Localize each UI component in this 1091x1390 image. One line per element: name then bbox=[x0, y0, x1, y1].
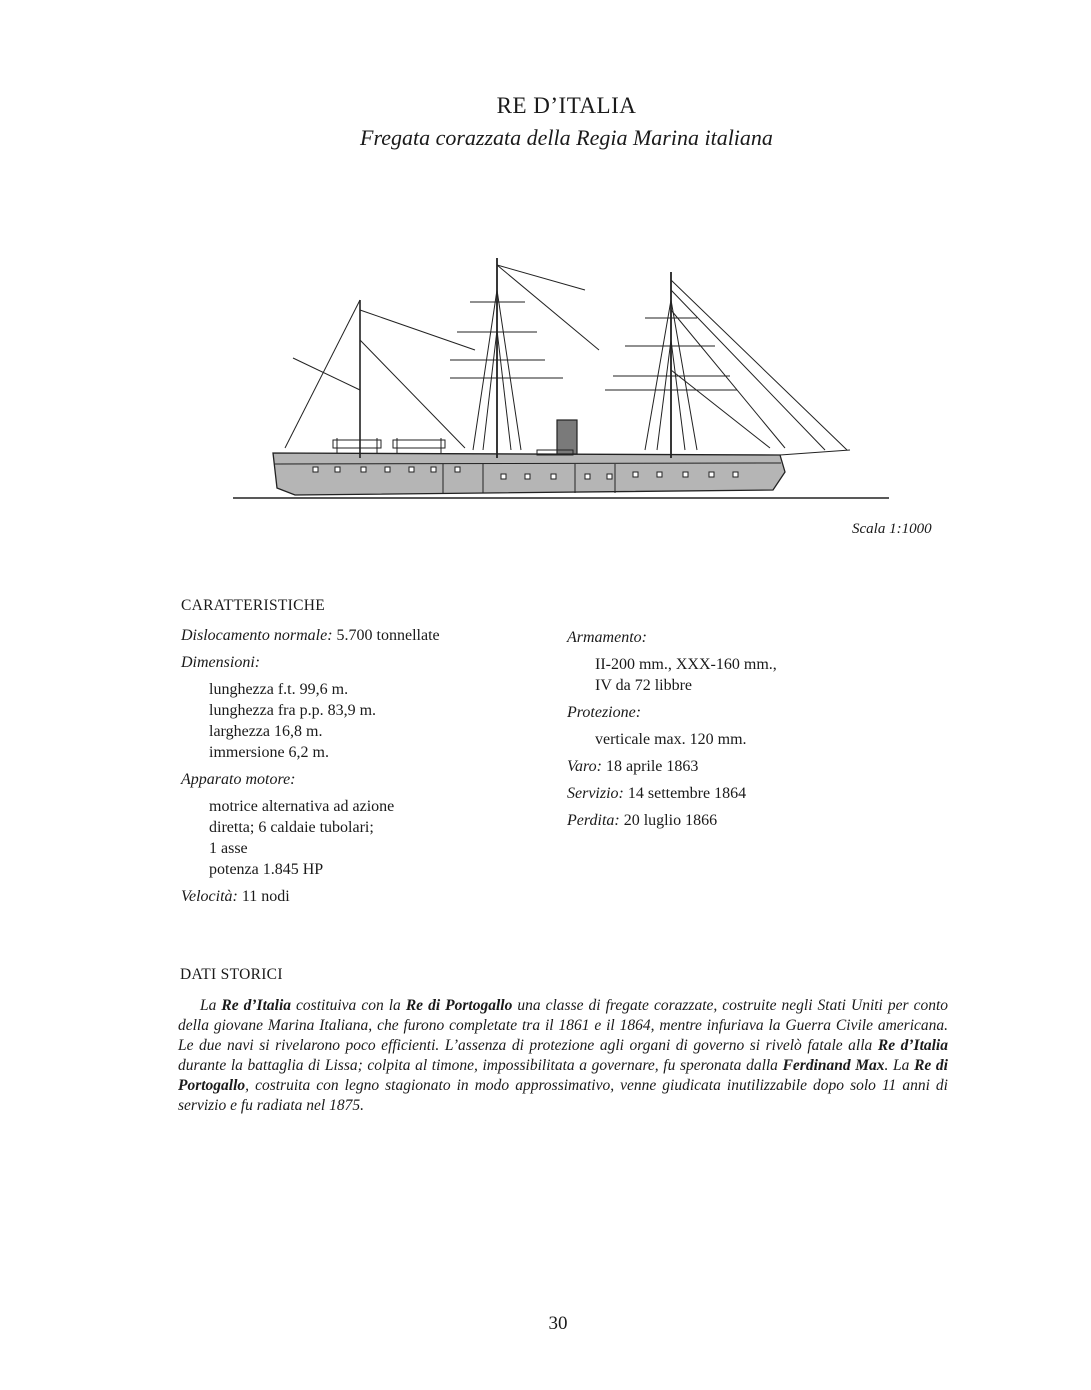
velocita-label: Velocità: bbox=[181, 888, 238, 905]
varo-label: Varo: bbox=[567, 758, 602, 775]
dimensioni-item: lunghezza fra p.p. 83,9 m. bbox=[209, 702, 377, 719]
specs-heading: CARATTERISTICHE bbox=[181, 597, 325, 614]
dimensioni-item: larghezza 16,8 m. bbox=[209, 723, 323, 740]
history-text: . La bbox=[884, 1057, 915, 1074]
servizio-label: Servizio: bbox=[567, 785, 624, 802]
armamento-item: IV da 72 libbre bbox=[595, 677, 693, 694]
perdita-label: Perdita: bbox=[567, 812, 620, 829]
protezione-item: verticale max. 120 mm. bbox=[595, 731, 747, 748]
dimensioni-label: Dimensioni: bbox=[181, 654, 261, 671]
history-heading: DATI STORICI bbox=[180, 966, 283, 983]
dimensioni-item: lunghezza f.t. 99,6 m. bbox=[209, 681, 349, 698]
history-paragraph bbox=[178, 996, 948, 1116]
ship-name: Re d’Italia bbox=[877, 1037, 948, 1054]
armamento-item: II-200 mm., XXX-160 mm., bbox=[595, 656, 777, 673]
apparato-item: motrice alternativa ad azione bbox=[209, 798, 395, 815]
ship-name: Re d’Italia bbox=[221, 997, 292, 1014]
apparato-item: diretta; 6 caldaie tubolari; bbox=[209, 819, 374, 836]
history-text: una classe di fregate corazzate, costruite negli Stati Uniti per conto della giovane Marina Italiana, che furono completate tra il 1861 e il 1864, mentre infuriava la Guerra Civile americana. Le due navi si rivelarono poco efficienti. L’assenza di protezione agli organi di governo si rivelò fatale alla bbox=[178, 997, 949, 1054]
protezione-label: Protezione: bbox=[567, 704, 642, 721]
apparato-item: potenza 1.845 HP bbox=[209, 861, 324, 878]
dimensioni-item: immersione 6,2 m. bbox=[209, 744, 329, 761]
ship-name: Re di Portogallo bbox=[405, 997, 513, 1014]
varo-value: 18 aprile 1863 bbox=[601, 758, 699, 775]
scale-caption: Scala 1:1000 bbox=[852, 521, 932, 537]
ship-name: Re di Portogallo bbox=[178, 1057, 948, 1094]
ship-name: Ferdinand Max bbox=[782, 1057, 885, 1074]
specs-left-column bbox=[181, 625, 440, 907]
page-number: 30 bbox=[548, 1313, 568, 1334]
velocita-value: 11 nodi bbox=[237, 888, 290, 905]
history-text: La bbox=[200, 997, 222, 1014]
history-text: , costruita con legno stagionato in modo approssimativo, venne giudicata inutilizzabile dopo solo 11 anni di servizio e fu radiata nel 1875. bbox=[178, 1077, 948, 1114]
history-text: costituiva con la bbox=[291, 997, 406, 1014]
armamento-label: Armamento: bbox=[567, 629, 647, 646]
dislocamento-value: 5.700 tonnellate bbox=[332, 627, 440, 644]
apparato-item: 1 asse bbox=[209, 840, 248, 857]
specs-right-column bbox=[567, 627, 777, 831]
perdita-value: 20 luglio 1866 bbox=[619, 812, 718, 829]
apparato-label: Apparato motore: bbox=[181, 771, 296, 788]
page-subtitle: Fregata corazzata della Regia Marina italiana bbox=[360, 125, 773, 150]
dislocamento-label: Dislocamento normale: bbox=[181, 627, 333, 644]
servizio-value: 14 settembre 1864 bbox=[623, 785, 747, 802]
history-text: durante la battaglia di Lissa; colpita al timone, impossibilitata a governare, fu speronata dalla bbox=[178, 1057, 783, 1074]
ironclad-frigate-profile-drawing bbox=[225, 250, 895, 510]
page-title: RE D’ITALIA bbox=[496, 93, 637, 118]
